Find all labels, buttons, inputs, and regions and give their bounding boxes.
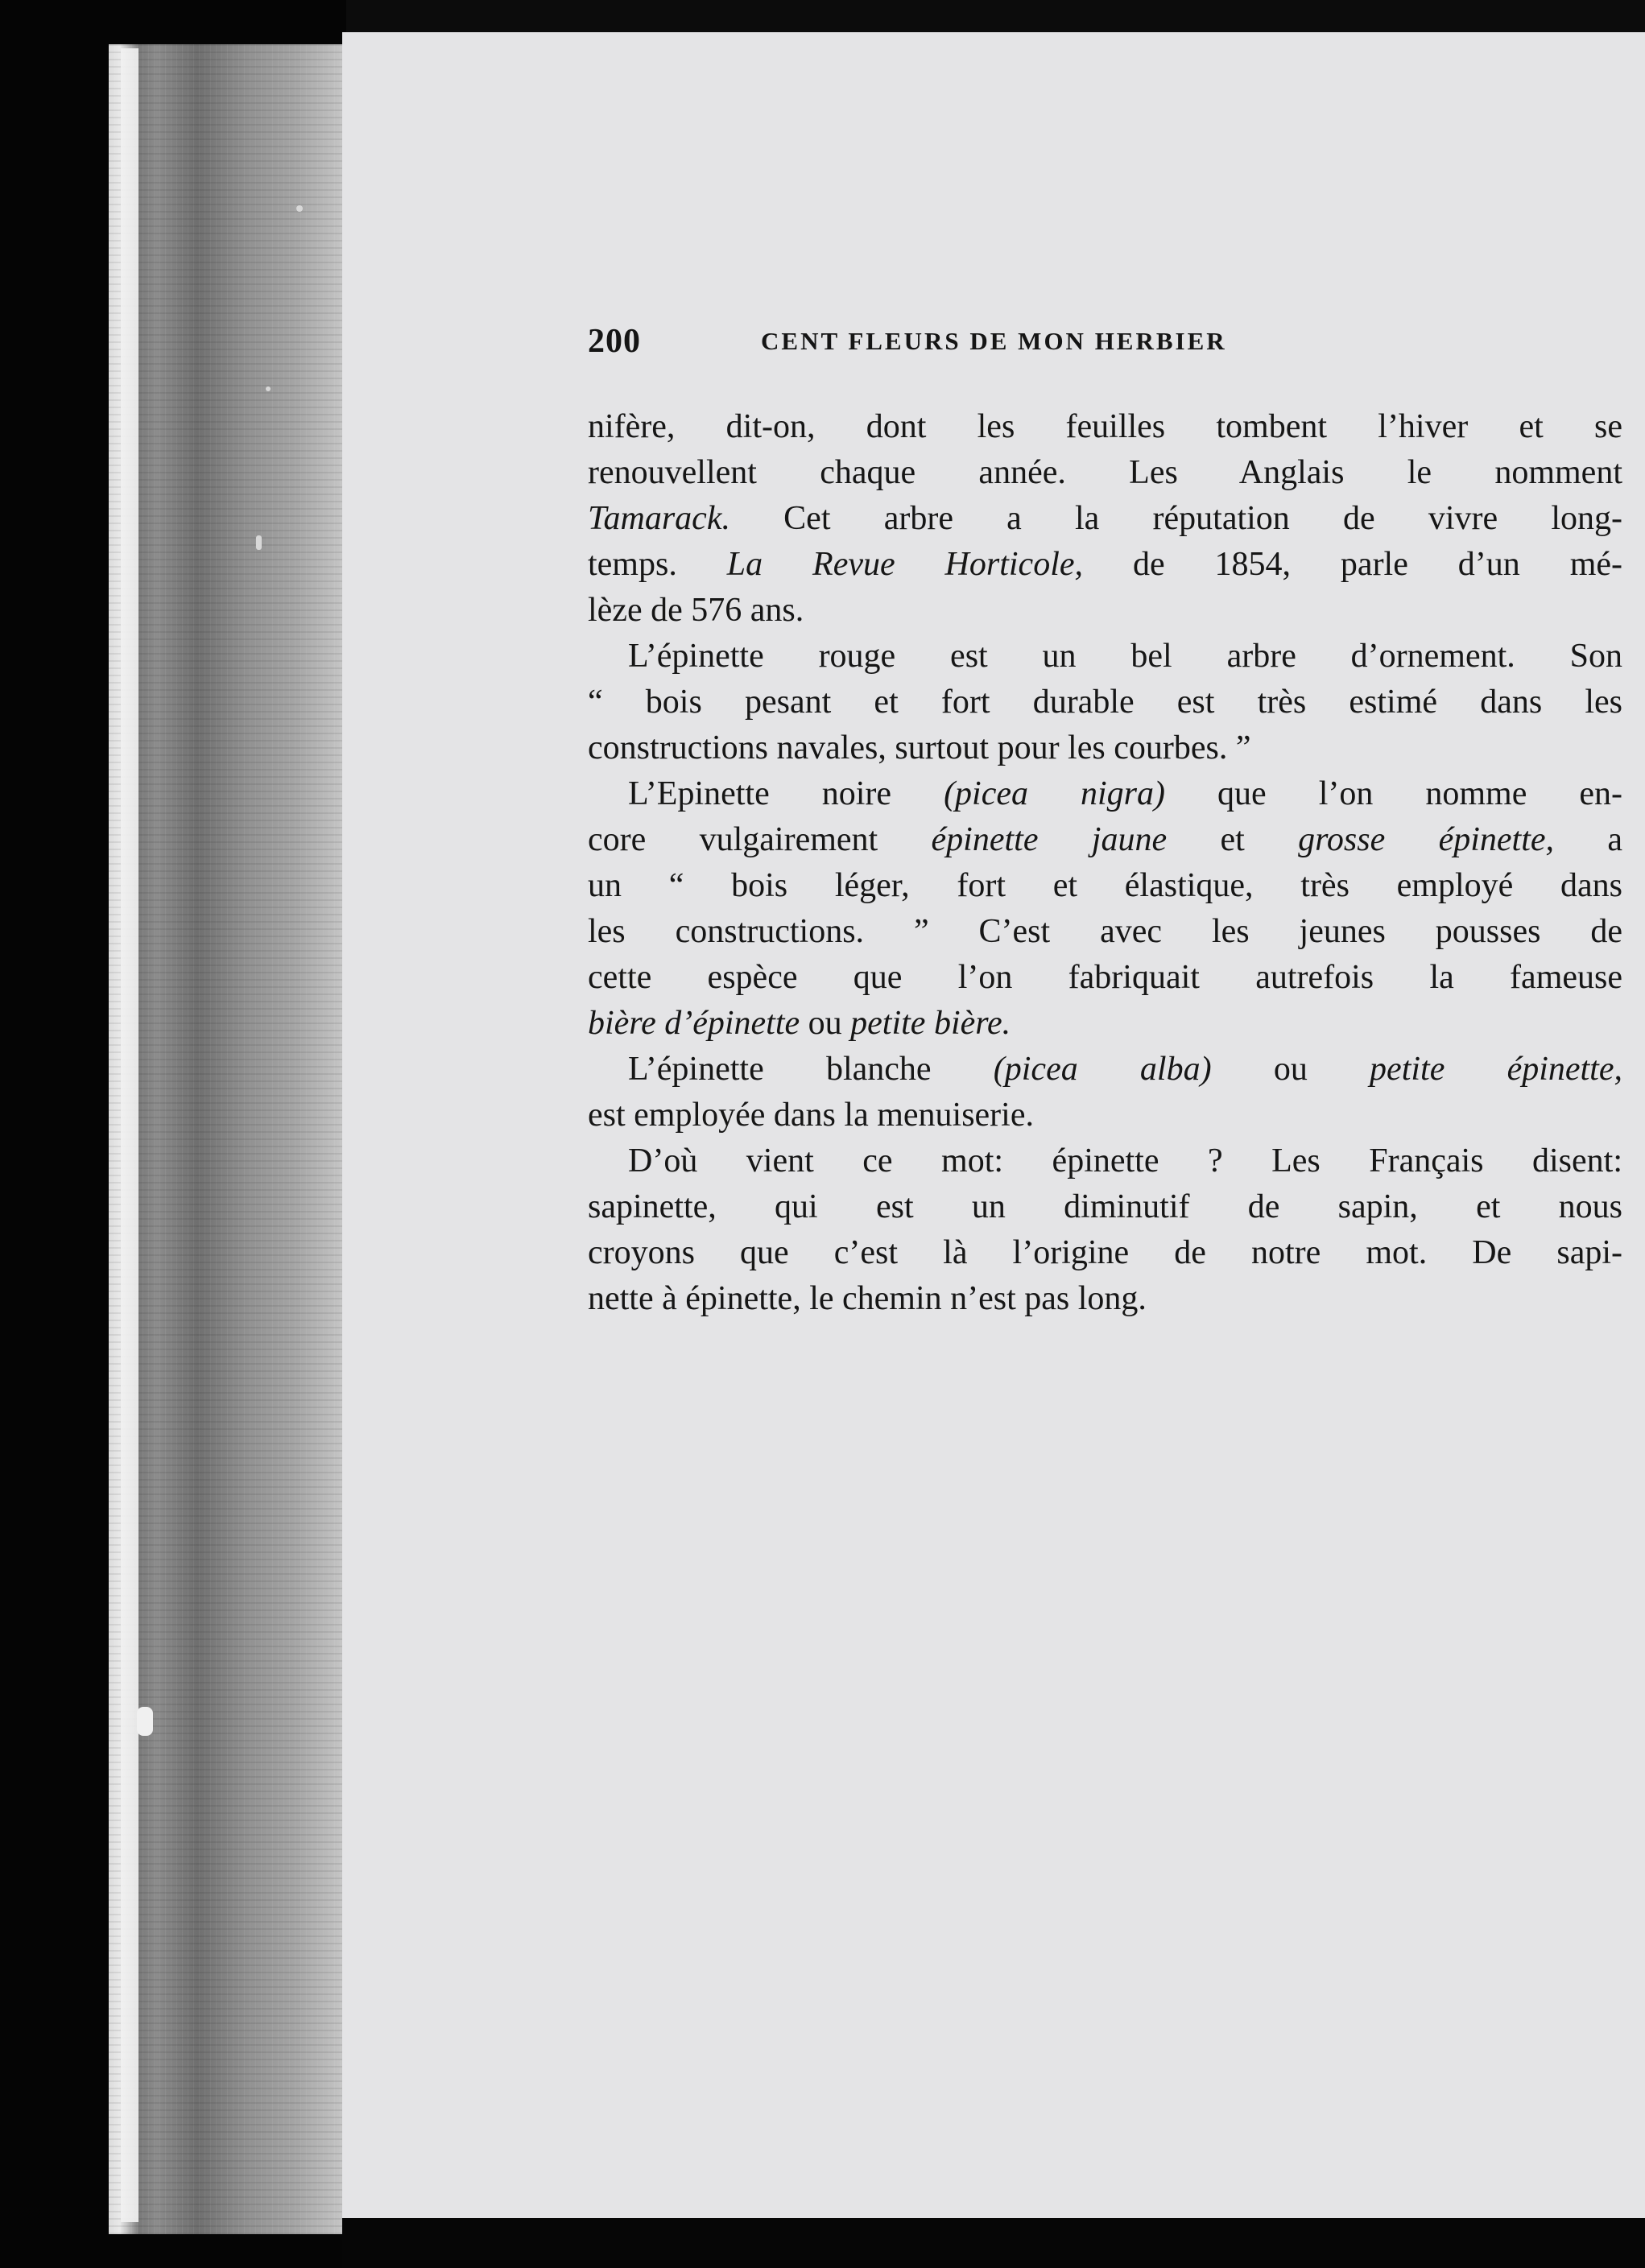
text-span: L’épinette blanche <box>628 1051 994 1088</box>
scan-speck <box>296 205 303 212</box>
text-span: Cet arbre a la réputation de vivre long- <box>730 500 1622 537</box>
text-span: que l’on nomme en- <box>1165 775 1622 812</box>
page-edge-highlight <box>121 48 138 2222</box>
text-line: croyons que c’est là l’origine de notre mot. De sapi- <box>588 1234 1622 1271</box>
text-line: L’épinette rouge est un bel arbre d’ornement. Son <box>628 638 1622 675</box>
body-text <box>588 404 1622 1322</box>
text-line: renouvellent chaque année. Les Anglais le nomment <box>588 454 1622 491</box>
text-line <box>588 1047 1622 1093</box>
italic-text: épinette jaune <box>931 821 1168 858</box>
text-line: est employée dans la menuiserie. <box>588 1097 1034 1134</box>
text-span: ou <box>800 1005 851 1042</box>
text-span: ou <box>1211 1051 1370 1088</box>
text-line: un “ bois léger, fort et élastique, très employé dans <box>588 867 1622 904</box>
text-line: cette espèce que l’on fabriquait autrefois la fameuse <box>588 959 1622 996</box>
text-line: nette à épinette, le chemin n’est pas long. <box>588 1280 1147 1317</box>
italic-text: grosse épinette, <box>1298 821 1555 858</box>
text-line <box>588 542 1622 588</box>
running-head <box>588 322 1622 370</box>
text-line: constructions navales, surtout pour les courbes. ” <box>588 729 1251 766</box>
scan-speck <box>256 535 262 550</box>
text-span: et <box>1167 821 1299 858</box>
italic-text: (picea alba) <box>993 1051 1212 1088</box>
text-line: “ bois pesant et fort durable est très estimé dans les <box>588 684 1622 721</box>
text-line: lèze de 576 ans. <box>588 592 804 629</box>
text-line <box>588 817 1622 863</box>
italic-text: petite bière. <box>850 1005 1011 1042</box>
text-line: D’où vient ce mot: épinette ? Les Français disent: <box>628 1142 1622 1179</box>
text-span: de 1854, parle d’un mé- <box>1083 546 1622 583</box>
text-line <box>588 496 1622 542</box>
text-span: a <box>1554 821 1622 858</box>
book-page <box>342 32 1645 2218</box>
text-span: temps. <box>588 546 727 583</box>
italic-text: bière d’épinette <box>588 1005 800 1042</box>
italic-text: La Revue Horticole, <box>726 546 1084 583</box>
text-span: L’Epinette noire <box>628 775 944 812</box>
text-line: nifère, dit-on, dont les feuilles tombent l’hiver et se <box>588 408 1622 445</box>
italic-text: Tamarack. <box>588 500 730 537</box>
italic-text: petite épinette, <box>1370 1051 1622 1088</box>
italic-text: (picea nigra) <box>944 775 1166 812</box>
running-title: CENT FLEURS DE MON HERBIER <box>761 327 1227 355</box>
text-line <box>588 771 1622 817</box>
text-span: core vulgairement <box>588 821 932 858</box>
text-line: les constructions. ” C’est avec les jeunes pousses de <box>588 913 1622 950</box>
text-line: sapinette, qui est un diminutif de sapin, et nous <box>588 1188 1622 1225</box>
scan-speck <box>137 1707 153 1736</box>
book-gutter <box>109 44 342 2234</box>
text-line <box>588 1001 1622 1047</box>
scan-speck <box>266 386 271 391</box>
page-number: 200 <box>588 323 641 360</box>
bottom-scan-border <box>342 2218 1645 2268</box>
